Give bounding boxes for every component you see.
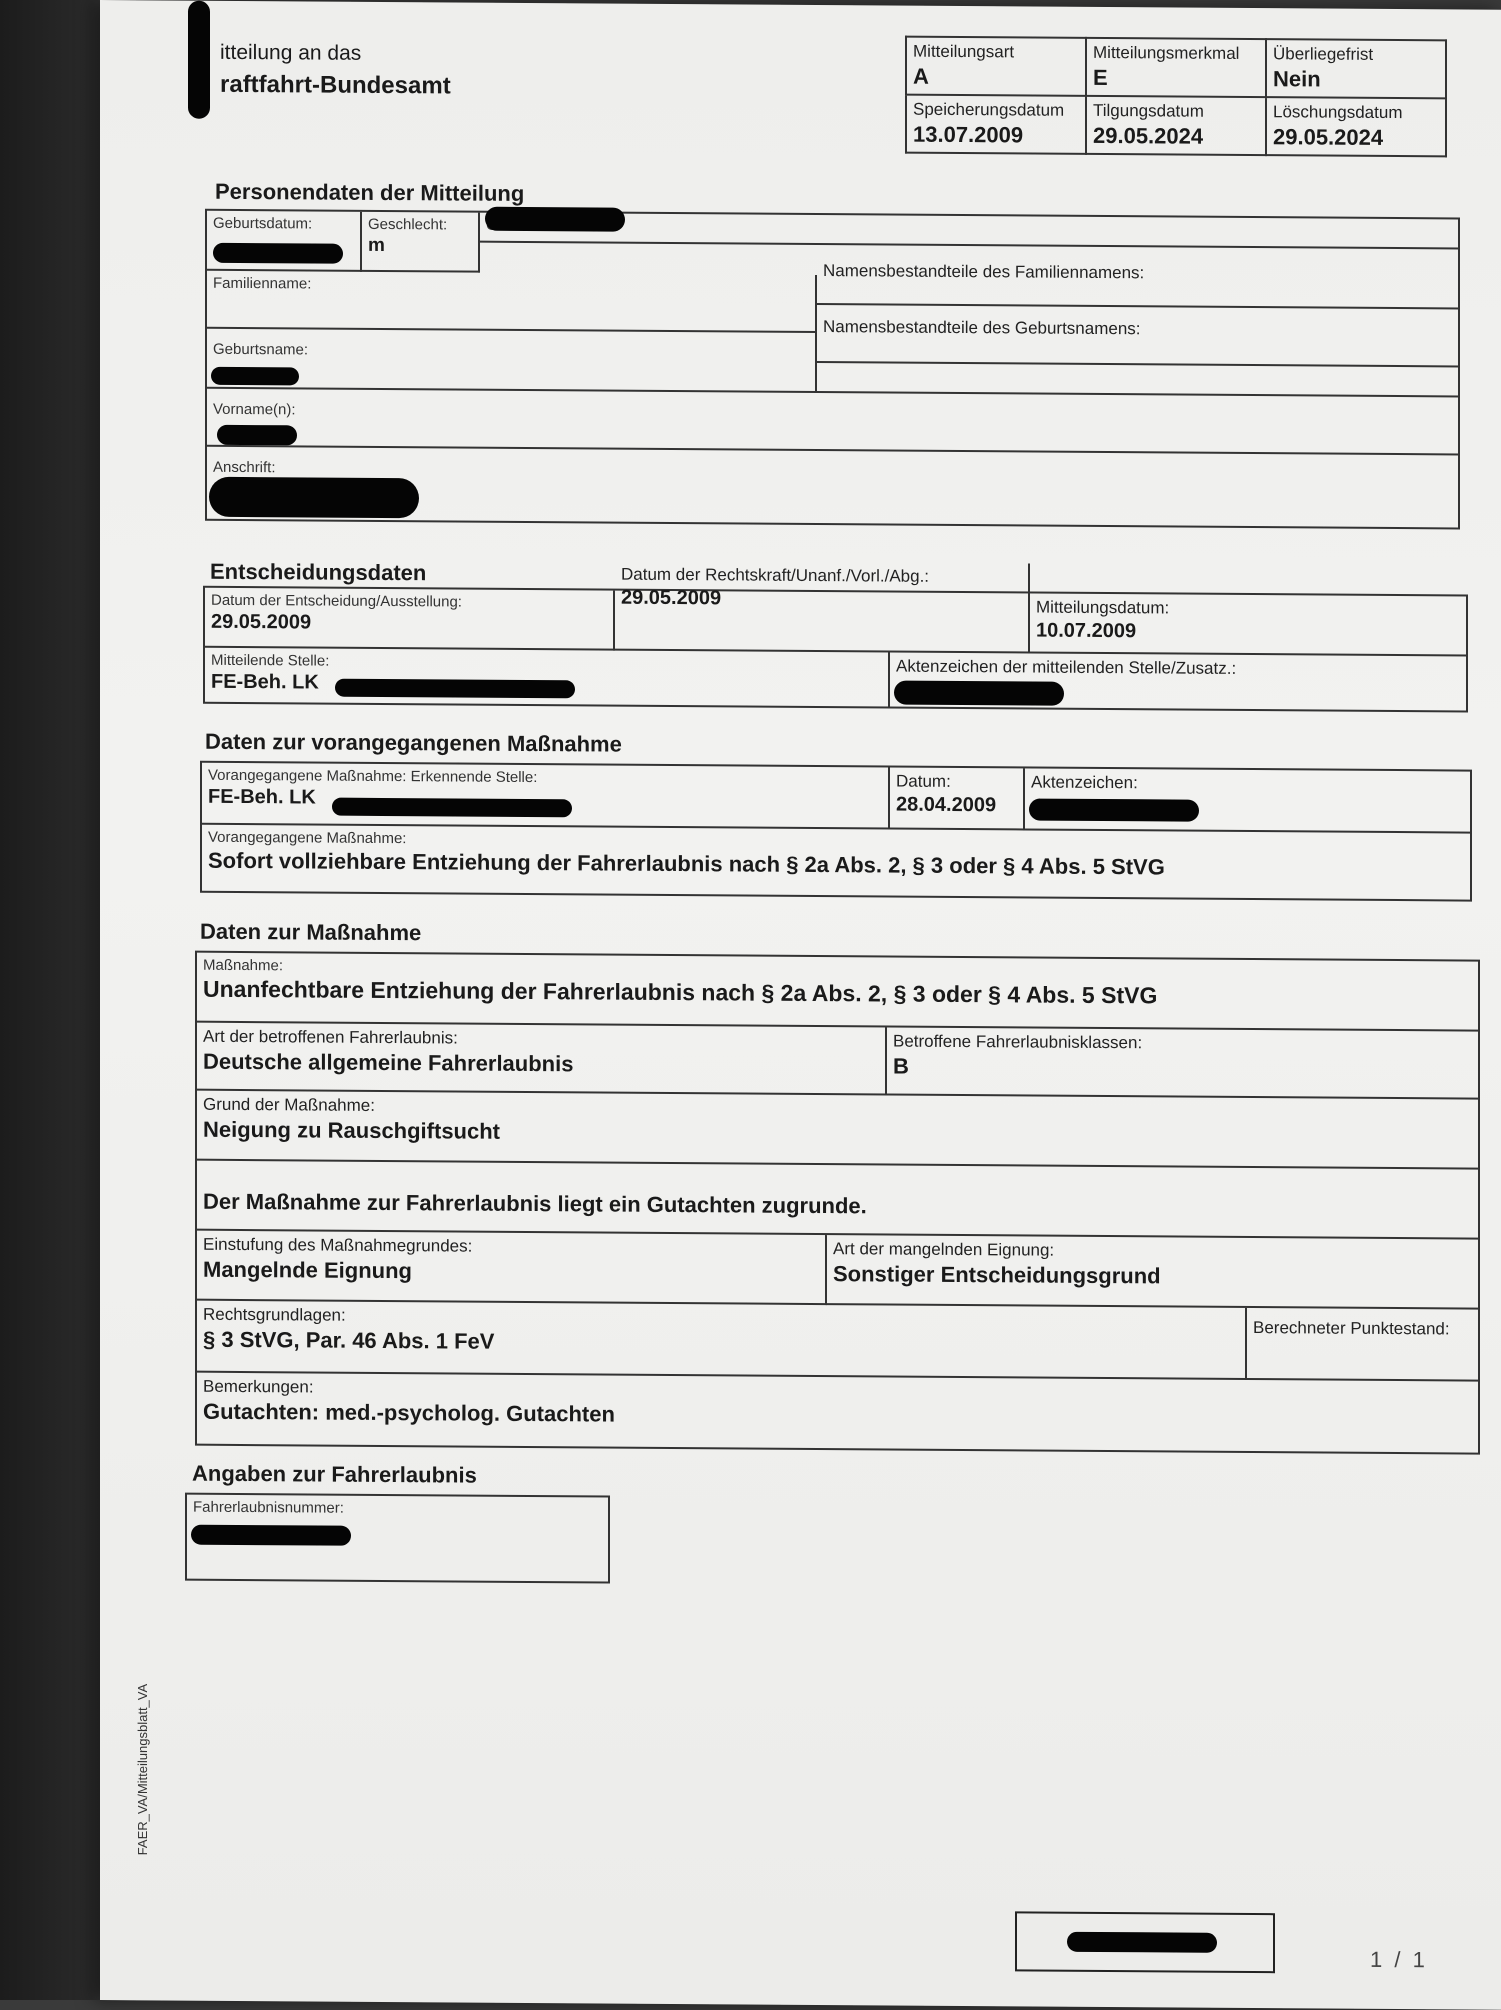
sender-line1: itteilung an das <box>220 40 362 65</box>
namensbestandteile-geburt-cell <box>817 305 1460 367</box>
fahrerlaubnisklassen-value: B <box>893 1053 909 1079</box>
massnahme-label: Maßnahme: <box>203 956 284 975</box>
redaction-mark <box>211 367 299 386</box>
bemerkungen-value: Gutachten: med.-psycholog. Gutachten <box>203 1398 615 1427</box>
grund-value: Neigung zu Rauschgiftsucht <box>203 1116 500 1144</box>
mitteilungsdatum-cell <box>1030 593 1468 656</box>
art-fahrerlaubnis-cell <box>197 1023 887 1096</box>
loeschungsdatum-label: Löschungsdatum <box>1273 102 1403 123</box>
bemerkungen-cell <box>197 1373 1480 1455</box>
einstufung-value: Mangelnde Eignung <box>203 1256 412 1284</box>
fahrerlaubnisklassen-cell <box>887 1027 1480 1099</box>
mitteilungsart-value: A <box>913 63 929 89</box>
namensbestandteile-familie-label: Namensbestandteile des Familiennamens: <box>823 261 1145 283</box>
familienname-cell <box>207 271 817 333</box>
eignung-label: Art der mangelnden Eignung: <box>833 1239 1055 1260</box>
geschlecht-value: m <box>368 234 385 256</box>
mitteilungsdatum-value: 10.07.2009 <box>1036 619 1137 643</box>
datum-entscheidung-value: 29.05.2009 <box>211 610 312 634</box>
vorherige-datum-label: Datum: <box>896 771 951 791</box>
rechtsgrundlagen-label: Rechtsgrundlagen: <box>203 1304 346 1325</box>
mitteilungsmerkmal-cell <box>1086 38 1266 97</box>
vorherige-massnahme-cell <box>202 825 1472 902</box>
vorherige-aktenzeichen-label: Aktenzeichen: <box>1031 772 1138 793</box>
speicherungsdatum-label: Speicherungsdatum <box>913 99 1065 120</box>
aktenzeichen-mitteilend-cell <box>890 653 1468 713</box>
art-fahrerlaubnis-label: Art der betroffenen Fahrerlaubnis: <box>203 1026 458 1048</box>
grund-label: Grund der Maßnahme: <box>203 1094 375 1115</box>
redaction-mark <box>191 1525 351 1546</box>
erkennende-stelle-cell <box>202 763 890 830</box>
redaction-mark <box>894 681 1064 706</box>
namensbestandteile-familie-cell <box>817 245 1460 309</box>
decision-section-title: Entscheidungsdaten <box>210 558 427 586</box>
measure-section-title: Daten zur Maßnahme <box>200 918 422 946</box>
ueberliegefrist-cell <box>1266 39 1446 98</box>
loeschungsdatum-value: 29.05.2024 <box>1273 124 1384 150</box>
redaction-mark <box>1029 798 1199 821</box>
namensbestandteile-geburt-label: Namensbestandteile des Geburtsnamens: <box>823 317 1141 339</box>
mitteilende-stelle-value: FE-Beh. LK <box>211 670 319 694</box>
speicherungsdatum-cell <box>906 95 1086 154</box>
fahrerlaubnisklassen-label: Betroffene Fahrerlaubnisklassen: <box>893 1031 1143 1053</box>
redaction-mark <box>209 477 419 518</box>
page-number: 1 / 1 <box>1370 1946 1428 1973</box>
license-box <box>185 1493 610 1584</box>
geburtsname-cell <box>207 329 817 393</box>
geburtsdatum-cell <box>207 211 362 272</box>
rechtskraft-value: 29.05.2009 <box>621 586 722 610</box>
loeschungsdatum-cell <box>1266 97 1446 156</box>
status-table <box>905 36 1447 158</box>
aktenzeichen-mitteilend-label: Aktenzeichen der mitteilenden Stelle/Zusatz.: <box>896 656 1237 678</box>
tilgungsdatum-value: 29.05.2024 <box>1093 122 1204 149</box>
geburtsname-extra-cell <box>817 363 1460 397</box>
footer-box <box>1015 1911 1275 1973</box>
massnahme-value: Unanfechtbare Entziehung der Fahrerlaubnis nach § 2a Abs. 2, § 3 oder § 4 Abs. 5 StVG <box>203 975 1158 1009</box>
tilgungsdatum-label: Tilgungsdatum <box>1093 100 1204 121</box>
punktestand-label: Berechneter Punktestand: <box>1253 1318 1450 1339</box>
sender-line2: raftfahrt-Bundesamt <box>220 70 451 100</box>
mitteilungsmerkmal-label: Mitteilungsmerkmal <box>1093 42 1240 63</box>
vorherige-massnahme-value: Sofort vollziehbare Entziehung der Fahrerlaubnis nach § 2a Abs. 2, § 3 oder § 4 Abs. 5 StVG <box>208 847 1165 880</box>
rechtsgrundlagen-value: § 3 StVG, Par. 46 Abs. 1 FeV <box>203 1326 495 1354</box>
redaction-mark <box>485 207 625 232</box>
license-section-title: Angaben zur Fahrerlaubnis <box>192 1460 477 1488</box>
ueberliegefrist-label: Überliegefrist <box>1273 44 1374 64</box>
mitteilungsart-label: Mitteilungsart <box>913 41 1015 62</box>
geburtsdatum-label: Geburtsdatum: <box>213 214 313 233</box>
form-code: FAER_VA/Mitteilungsblatt_VA <box>135 1683 150 1856</box>
vorherige-datum-cell <box>890 768 1025 831</box>
ueberliegefrist-value: Nein <box>1273 66 1321 92</box>
person-section-title: Personendaten der Mitteilung <box>215 178 525 206</box>
datum-entscheidung-label: Datum der Entscheidung/Ausstellung: <box>211 591 462 611</box>
eignung-value: Sonstiger Entscheidungsgrund <box>833 1261 1161 1289</box>
rechtskraft-cell <box>615 561 1030 654</box>
mitteilende-stelle-label: Mitteilende Stelle: <box>211 651 330 670</box>
vorherige-massnahme-label: Vorangegangene Maßnahme: <box>208 828 407 848</box>
vorname-label: Vorname(n): <box>213 400 296 419</box>
previous-box <box>200 761 1472 902</box>
measure-box <box>195 951 1480 1455</box>
geschlecht-cell <box>362 212 480 273</box>
redaction-mark <box>188 1 210 119</box>
einstufung-label: Einstufung des Maßnahmegrundes: <box>203 1234 473 1256</box>
document-page <box>100 0 1501 2010</box>
fahrerlaubnisnummer-cell <box>187 1495 607 1582</box>
gutachten-statement: Der Maßnahme zur Fahrerlaubnis liegt ein Gutachten zugrunde. <box>203 1188 867 1219</box>
erkennende-stelle-value: FE-Beh. LK <box>208 785 316 809</box>
vorherige-datum-value: 28.04.2009 <box>896 793 997 817</box>
geburtsort-label <box>486 217 1454 241</box>
person-box <box>205 209 1460 530</box>
eignung-cell <box>827 1235 1480 1310</box>
tilgungsdatum-cell <box>1086 96 1266 155</box>
vorherige-aktenzeichen-cell <box>1025 768 1472 833</box>
mitteilende-stelle-cell <box>205 648 890 709</box>
redaction-mark <box>217 425 297 446</box>
previous-section-title: Daten zur vorangegangenen Maßnahme <box>205 728 622 757</box>
sender-block <box>220 41 451 101</box>
redaction-mark <box>1067 1932 1217 1953</box>
geburtsort-cell <box>480 213 1460 250</box>
redaction-mark <box>213 243 343 264</box>
mitteilungsart-cell <box>906 37 1086 96</box>
bemerkungen-label: Bemerkungen: <box>203 1376 314 1397</box>
redaction-mark <box>335 679 575 699</box>
fahrerlaubnisnummer-label: Fahrerlaubnisnummer: <box>193 1498 344 1517</box>
familienname-label: Familienname: <box>213 274 312 293</box>
erkennende-stelle-label: Vorangegangene Maßnahme: Erkennende Stelle: <box>208 766 538 787</box>
geschlecht-label: Geschlecht: <box>368 215 448 234</box>
redaction-mark <box>332 798 572 818</box>
art-fahrerlaubnis-value: Deutsche allgemeine Fahrerlaubnis <box>203 1048 574 1077</box>
mitteilungsdatum-label: Mitteilungsdatum: <box>1036 597 1170 618</box>
punktestand-cell <box>1247 1308 1480 1382</box>
geburtsname-label: Geburtsname: <box>213 340 309 359</box>
rechtsgrundlagen-cell <box>197 1301 1247 1380</box>
speicherungsdatum-value: 13.07.2009 <box>913 121 1024 148</box>
rechtskraft-label: Datum der Rechtskraft/Unanf./Vorl./Abg.: <box>621 564 930 586</box>
vorname-cell <box>207 389 1460 456</box>
gutachten-statement-cell <box>197 1161 1480 1240</box>
grund-cell <box>197 1091 1480 1170</box>
mitteilungsmerkmal-value: E <box>1093 64 1108 91</box>
anschrift-cell <box>207 447 1460 530</box>
massnahme-cell <box>197 953 1480 1032</box>
anschrift-label: Anschrift: <box>213 458 276 477</box>
einstufung-cell <box>197 1231 827 1305</box>
datum-entscheidung-cell <box>205 588 615 651</box>
